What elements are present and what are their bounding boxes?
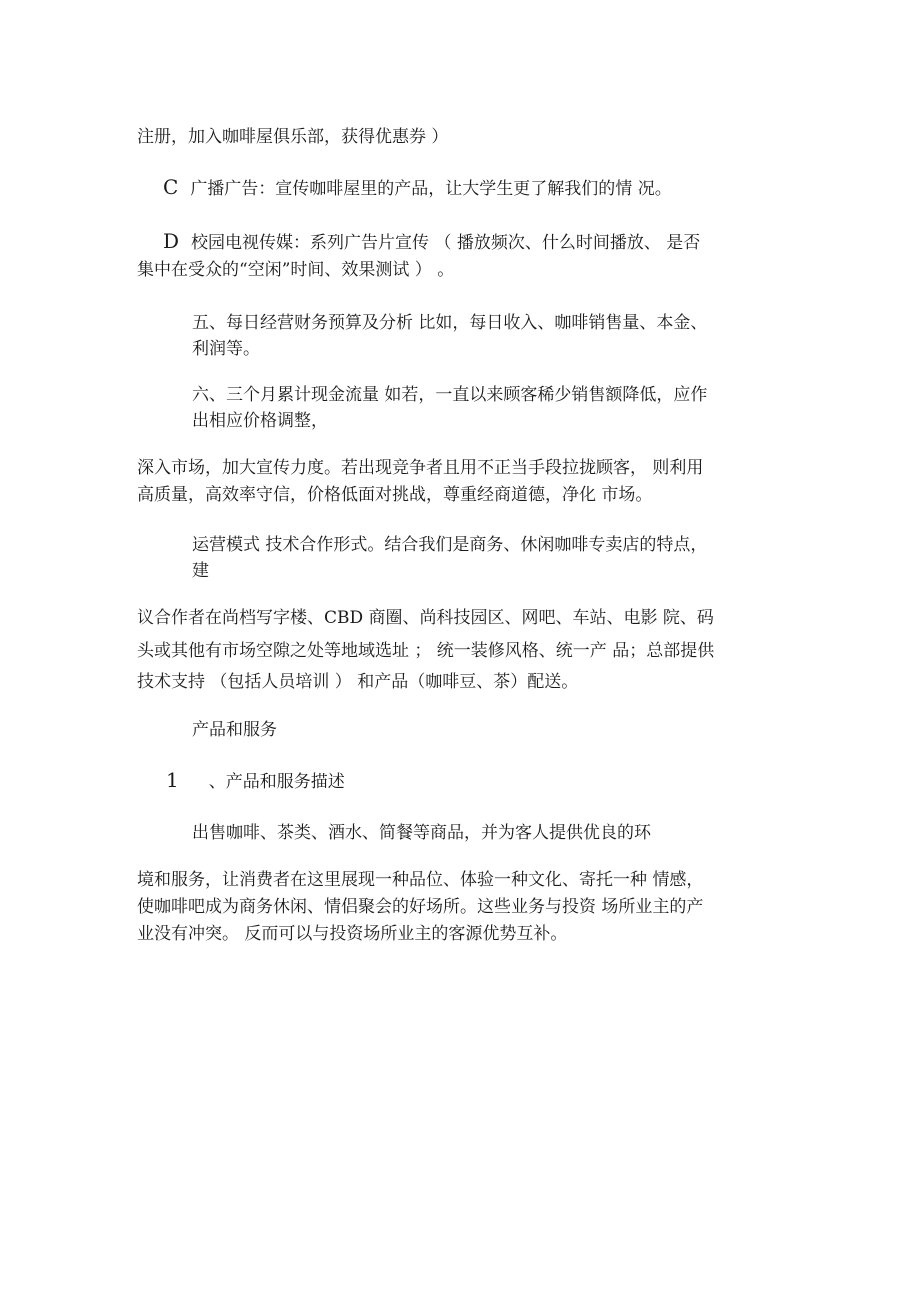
text-line: 注册，加入咖啡屋俱乐部，获得优惠券 ） — [137, 127, 449, 147]
paragraph-tv-ads-cont — [137, 256, 454, 285]
text-line: 议合作者在尚档写字楼、CBD 商圈、尚科技园区、网吧、车站、电影 院、码 — [137, 608, 714, 628]
list-marker: C — [163, 175, 179, 199]
text-line: 境和服务，让消费者在这里展现一种品位、体验一种文化、寄托一种 情感， — [137, 870, 704, 890]
paragraph-radio-ads — [163, 173, 672, 204]
paragraph-operation-mode — [192, 531, 707, 560]
text-line: 头或其他有市场空隙之处等地域选址 ； 统一装修风格、统一产 品；总部提供 — [137, 641, 715, 661]
paragraph-cash-flow — [192, 381, 707, 410]
paragraph-environment — [137, 866, 703, 895]
text-line: 五、每日经营财务预算及分析 比如，每日收入、咖啡销售量、本金、 — [192, 313, 708, 333]
paragraph-products — [192, 819, 651, 848]
text-line: 技术支持 （包括人员培训 ） 和产品（咖啡豆、茶）配送。 — [137, 672, 579, 692]
text-line: 使咖啡吧成为商务休闲、情侣聚会的好场所。这些业务与投资 场所业主的产 — [137, 897, 704, 917]
section-number: 1 — [166, 768, 179, 792]
text-line: 建 — [192, 561, 209, 581]
paragraph-site-selection-end — [137, 668, 578, 697]
paragraph-operation-mode-cont — [192, 557, 209, 586]
section-heading-products — [192, 716, 277, 745]
text-line: 高质量，高效率守信，价格低面对挑战，尊重经商道德，净化 市场。 — [137, 485, 653, 505]
heading-text: 、产品和服务描述 — [208, 772, 345, 792]
paragraph-market-cont — [137, 481, 652, 510]
heading-text: 产品和服务 — [192, 720, 277, 740]
text-line: 运营模式 技术合作形式。结合我们是商务、休闲咖啡专卖店的特点， — [192, 535, 708, 555]
text-line: 出售咖啡、茶类、酒水、简餐等商品，并为客人提供优良的环 — [192, 823, 651, 843]
paragraph-daily-budget — [192, 309, 707, 338]
paragraph-site-selection-cont — [137, 637, 714, 666]
paragraph-market — [137, 454, 703, 483]
paragraph-daily-budget-cont — [192, 335, 260, 364]
text-line: 广播广告：宣传咖啡屋里的产品，让大学生更了解我们的情 况。 — [190, 179, 672, 199]
text-line: 六、三个月累计现金流量 如若，一直以来顾客稀少销售额降低，应作 — [192, 385, 708, 405]
text-line: 利润等。 — [192, 339, 260, 359]
text-line: 集中在受众的“空闲”时间、效果测试 ） 。 — [137, 260, 455, 280]
paragraph-site-selection — [137, 604, 714, 633]
paragraph-membership — [137, 123, 448, 152]
text-line: 深入市场，加大宣传力度。若出现竞争者且用不正当手段拉拢顾客， 则利用 — [137, 458, 704, 478]
paragraph-tv-ads — [163, 227, 700, 258]
text-line: 业没有冲突。 反而可以与投资场所业主的客源优势互补。 — [137, 924, 568, 944]
subsection-heading-description — [166, 766, 345, 797]
paragraph-environment-end — [137, 920, 567, 949]
list-marker: D — [163, 229, 180, 253]
text-line: 校园电视传媒：系列广告片宣传 （ 播放频次、什么时间播放、 是否 — [191, 233, 701, 253]
paragraph-cash-flow-cont — [192, 407, 328, 436]
text-line: 出相应价格调整， — [192, 411, 328, 431]
paragraph-environment-cont — [137, 893, 703, 922]
